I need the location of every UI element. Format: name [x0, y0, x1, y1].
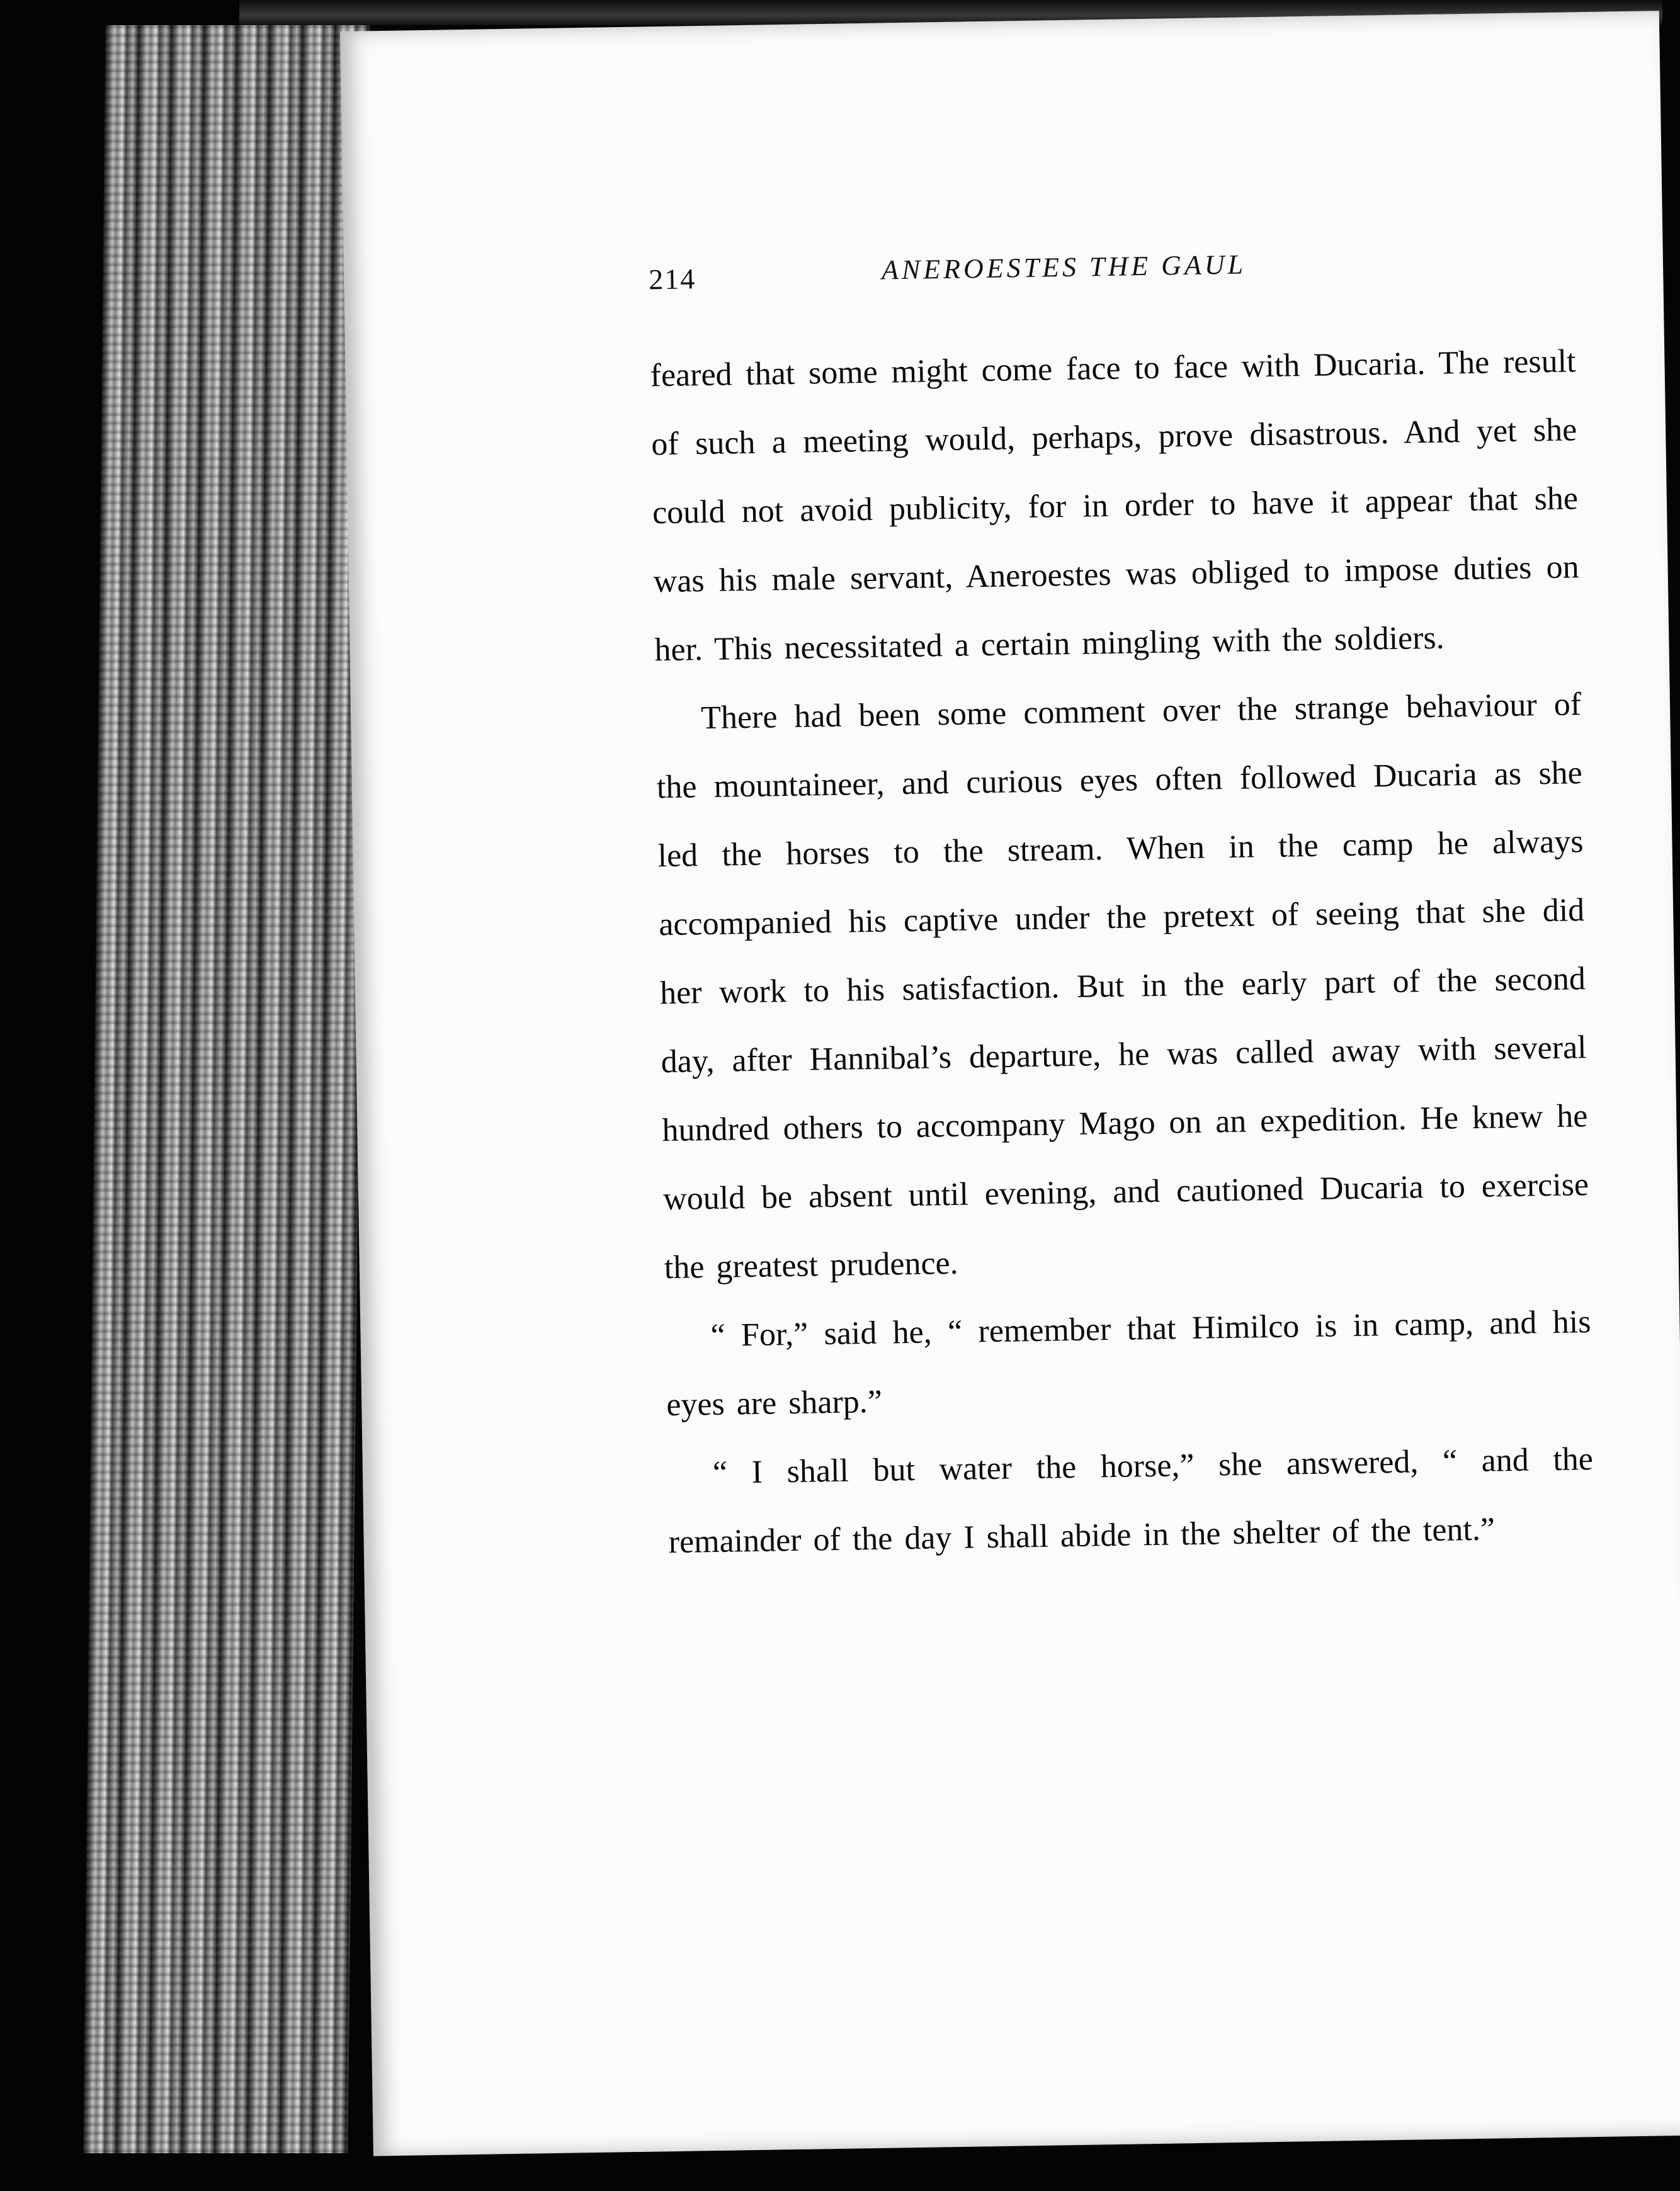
running-head	[648, 227, 1680, 300]
paragraph: There had been some comment over the strange behaviour of the mountaineer, and curious eyes often followed Ducaria as she led the horses to the stream. When in the camp he always accompanied his captive under the pretext of seeing that she did her work to his satisfaction. But in the early part of the second day, after Hannibal’s departure, he was called away with several hundred others to accompany Mago on an expedition. He knew he would be absent until evening, and cautioned Ducaria to exercise the greatest prudence.	[656, 686, 1589, 1286]
paragraph-dialogue: “ For,” said he, “ remember that Himilco is in camp, and his eyes are sharp.”	[666, 1304, 1591, 1424]
book-page-edges	[83, 25, 370, 2153]
page-number: 214	[648, 263, 696, 296]
paragraph-dialogue: “ I shall but water the horse,” she answered, “ and the remainder of the day I shall abide in the shelter of the tent.”	[668, 1441, 1594, 1561]
running-title: ANEROESTES THE GAUL	[881, 249, 1247, 286]
book-page	[340, 11, 1680, 2156]
paragraph-continued: feared that some might come face to face with Ducaria. The result of such a meeting would, perhaps, prove disastrous. And yet she could not avoid publicity, for in order to have it appear that she was his male servant, Aneroestes was obliged to impose duties on her. This necessitated a certain mingling with the soldiers.	[650, 343, 1580, 669]
body-text	[650, 327, 1595, 1577]
